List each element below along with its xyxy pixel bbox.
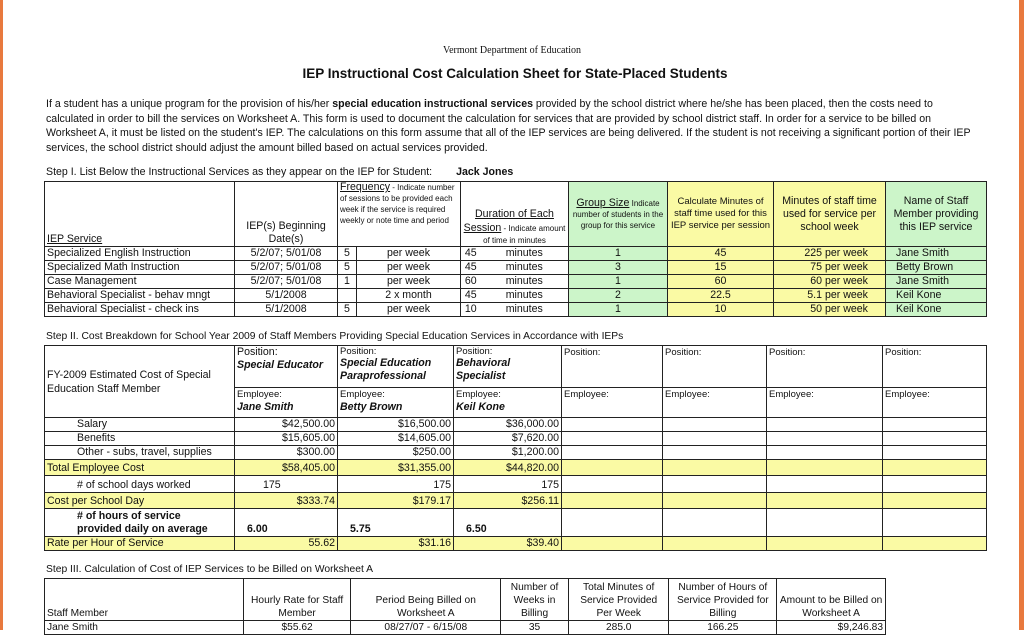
minutes-week-cell <box>774 303 886 317</box>
calc-minutes-cell: 15 <box>668 261 774 275</box>
benefits-row <box>45 432 987 446</box>
benefits-cell[interactable] <box>663 432 767 446</box>
days-cell[interactable]: 175 <box>338 476 454 493</box>
row-label: Other - subs, travel, supplies <box>45 446 235 460</box>
salary-cell[interactable]: $16,500.00 <box>338 418 454 432</box>
other-cell[interactable]: $300.00 <box>235 446 338 460</box>
employee-cell-empty[interactable]: Employee: <box>562 388 663 418</box>
hours-cell[interactable] <box>767 509 883 537</box>
minutes-week-cell <box>774 289 886 303</box>
freq-unit-cell[interactable]: per week <box>357 247 461 261</box>
minutes-week-unit: per week <box>824 303 868 315</box>
other-cell[interactable] <box>883 446 987 460</box>
row-label-line2: provided daily on average <box>77 523 208 535</box>
minutes-week-unit: per week <box>824 247 868 259</box>
duration-cell[interactable]: 60 <box>461 275 481 289</box>
position-value[interactable]: Special Education <box>340 357 432 369</box>
freq-unit-cell[interactable]: per week <box>357 275 461 289</box>
step1-label-text: Step I. List Below the Instructional Services as they appear on the IEP for Student: <box>46 166 433 178</box>
days-cell[interactable] <box>883 476 987 493</box>
other-cell[interactable]: $1,200.00 <box>454 446 562 460</box>
position-cell-empty[interactable]: Position: <box>562 346 663 388</box>
intro-bold-text: special education instructional services <box>332 98 533 110</box>
cost-day-cell <box>562 493 663 509</box>
row-label: # of school days worked <box>45 476 235 493</box>
header-minutes-week: Minutes of staff time used for service per school week <box>774 182 886 247</box>
row-label: Salary <box>45 418 235 432</box>
hours-cell[interactable]: 6.00 <box>235 509 338 537</box>
step3-header-row <box>45 579 886 621</box>
staff-name-cell[interactable]: Keil Kone <box>886 289 987 303</box>
row-label: Cost per School Day <box>45 493 235 509</box>
cost-day-cell <box>767 493 883 509</box>
table-row <box>45 303 987 317</box>
duration-unit-cell: minutes <box>481 261 569 275</box>
employee-cell <box>338 388 454 418</box>
freq-count-cell[interactable] <box>338 289 357 303</box>
total-minutes-cell: 285.0 <box>569 621 669 635</box>
calc-minutes-cell: 22.5 <box>668 289 774 303</box>
days-cell[interactable]: 175 <box>454 476 562 493</box>
position-cell-empty[interactable]: Position: <box>767 346 883 388</box>
header-amount: Amount to be Billed on Worksheet A <box>777 579 886 621</box>
days-worked-row <box>45 476 987 493</box>
minutes-week-unit: per week <box>824 275 868 287</box>
position-cell <box>338 346 454 388</box>
header-beginning-dates: IEP(s) Beginning Date(s) <box>235 182 338 247</box>
group-size-cell[interactable]: 1 <box>569 247 668 261</box>
group-title: Group Size <box>576 196 630 209</box>
table-row <box>45 261 987 275</box>
minutes-week-unit: per week <box>824 261 868 273</box>
header-iep-service: IEP Service <box>45 182 235 247</box>
step3-label: Step III. Calculation of Cost of IEP Services to be Billed on Worksheet A <box>46 564 374 575</box>
total-cell: $44,820.00 <box>454 460 562 476</box>
freq-unit-cell[interactable]: 2 x month <box>357 289 461 303</box>
minutes-week-unit: per week <box>824 289 868 301</box>
position-label: Position: <box>237 346 278 358</box>
step2-cost-table <box>44 345 987 551</box>
row-label: Benefits <box>45 432 235 446</box>
intro-text-1: If a student has a unique program for the provision of his/her <box>46 98 333 110</box>
header-duration <box>461 182 569 247</box>
employee-label: Employee: <box>340 389 385 400</box>
table-row <box>45 621 886 635</box>
table-row <box>45 247 987 261</box>
employee-value[interactable]: Jane Smith <box>237 401 294 413</box>
employee-label: Employee: <box>237 389 282 400</box>
salary-cell[interactable] <box>883 418 987 432</box>
step2-label: Step II. Cost Breakdown for School Year 2009 of Staff Members Providing Special Education Services in Accordance with IEPs <box>46 331 624 342</box>
service-cell[interactable]: Behavioral Specialist - check ins <box>45 303 235 317</box>
header-hourly-rate: Hourly Rate for Staff Member <box>243 579 351 621</box>
rate-cell: $39.40 <box>454 537 562 551</box>
rate-cell <box>562 537 663 551</box>
header-group-size <box>569 182 668 247</box>
department-name: Vermont Department of Education <box>442 45 581 56</box>
other-cell[interactable] <box>767 446 883 460</box>
duration-cell[interactable]: 10 <box>461 303 481 317</box>
intro-text-2: provided by the school district where he/she has been placed, then the costs need to calculated in order to bill the services on Worksheet A. This form is used to document the calculation for services that are provided by school district staff. In order for a service to be billed on Worksheet A, it must be listed on the student's IEP. The calculations on this form assume that all of the IEP services are being delivered. If the student is not receiving a significant portion of their IEP services, the school district should adjust the amount billed based on actual services provided. <box>46 98 971 154</box>
row-label: Total Employee Cost <box>45 460 235 476</box>
days-cell[interactable] <box>767 476 883 493</box>
rate-cell <box>767 537 883 551</box>
step3-billing-table <box>44 578 886 635</box>
minutes-week-value: 60 <box>810 275 822 287</box>
total-cell: $58,405.00 <box>235 460 338 476</box>
freq-unit-cell[interactable]: per week <box>357 303 461 317</box>
minutes-week-value: 5.1 <box>807 289 822 301</box>
frequency-note: - Indicate number of sessions to be provided each week if the service is required weekly or note time and period <box>340 183 455 225</box>
benefits-cell[interactable] <box>562 432 663 446</box>
position-cell-empty[interactable]: Position: <box>883 346 987 388</box>
salary-cell[interactable]: $36,000.00 <box>454 418 562 432</box>
staff-name-cell[interactable]: Keil Kone <box>886 303 987 317</box>
cost-per-day-row <box>45 493 987 509</box>
employee-label: Employee: <box>456 389 501 400</box>
staff-member-cell[interactable]: Jane Smith <box>45 621 244 635</box>
benefits-cell[interactable]: $7,620.00 <box>454 432 562 446</box>
salary-row <box>45 418 987 432</box>
hours-cell[interactable]: 5.75 <box>338 509 454 537</box>
table-row <box>45 289 987 303</box>
hours-cell[interactable] <box>663 509 767 537</box>
cost-day-cell <box>883 493 987 509</box>
total-cell: $31,355.00 <box>338 460 454 476</box>
cost-day-cell <box>663 493 767 509</box>
group-size-cell[interactable]: 1 <box>569 303 668 317</box>
header-staff-member: Staff Member <box>45 579 244 621</box>
employee-cell-empty[interactable]: Employee: <box>883 388 987 418</box>
service-cell[interactable]: Case Management <box>45 275 235 289</box>
dates-cell[interactable]: 5/1/2008 <box>235 303 338 317</box>
duration-title: Duration of Each Session <box>463 208 554 234</box>
position-value-line2: Paraprofessional <box>340 370 426 382</box>
position-row <box>45 346 987 388</box>
header-calc-minutes: Calculate Minutes of staff time used for this IEP service per session <box>668 182 774 247</box>
days-cell[interactable]: 175 <box>235 476 338 493</box>
minutes-week-value: 225 <box>804 247 822 259</box>
row-label: Rate per Hour of Service <box>45 537 235 551</box>
page-title: IEP Instructional Cost Calculation Sheet for State-Placed Students <box>302 66 728 81</box>
header-period: Period Being Billed on Worksheet A <box>351 579 501 621</box>
frequency-title: Frequency <box>340 181 391 193</box>
duration-cell[interactable]: 45 <box>461 247 481 261</box>
minutes-week-value: 75 <box>810 261 822 273</box>
calc-minutes-cell: 45 <box>668 247 774 261</box>
freq-count-cell[interactable]: 1 <box>338 275 357 289</box>
total-cell <box>663 460 767 476</box>
row-label <box>45 509 235 537</box>
duration-unit-cell: minutes <box>481 247 569 261</box>
intro-paragraph <box>46 97 976 155</box>
duration-unit-cell: minutes <box>481 289 569 303</box>
staff-name-cell[interactable]: Jane Smith <box>886 247 987 261</box>
cost-day-cell: $256.11 <box>454 493 562 509</box>
service-cell[interactable]: Behavioral Specialist - behav mngt <box>45 289 235 303</box>
hours-cell[interactable]: 6.50 <box>454 509 562 537</box>
service-cell[interactable]: Specialized English Instruction <box>45 247 235 261</box>
calc-minutes-cell: 60 <box>668 275 774 289</box>
duration-unit-cell: minutes <box>481 303 569 317</box>
minutes-week-cell <box>774 261 886 275</box>
staff-name-cell[interactable]: Betty Brown <box>886 261 987 275</box>
salary-cell[interactable]: $42,500.00 <box>235 418 338 432</box>
rate-per-hour-row <box>45 537 987 551</box>
right-frame-border <box>1019 0 1024 630</box>
minutes-week-cell <box>774 275 886 289</box>
period-cell[interactable]: 08/27/07 - 6/15/08 <box>351 621 501 635</box>
position-value[interactable]: Behavioral <box>456 357 511 369</box>
table-row <box>45 275 987 289</box>
amount-cell: $9,246.83 <box>777 621 886 635</box>
hours-cell[interactable] <box>562 509 663 537</box>
dates-cell[interactable]: 5/1/2008 <box>235 289 338 303</box>
header-frequency <box>338 182 461 247</box>
employee-cell <box>454 388 562 418</box>
group-size-cell[interactable]: 1 <box>569 275 668 289</box>
freq-count-cell[interactable]: 5 <box>338 247 357 261</box>
benefits-cell[interactable] <box>883 432 987 446</box>
rate-cell: $31.16 <box>338 537 454 551</box>
position-label: Position: <box>340 346 377 357</box>
days-cell[interactable] <box>663 476 767 493</box>
step1-services-table <box>44 181 987 317</box>
days-cell[interactable] <box>562 476 663 493</box>
freq-count-cell[interactable]: 5 <box>338 303 357 317</box>
position-cell <box>454 346 562 388</box>
total-cell <box>767 460 883 476</box>
dates-cell[interactable]: 5/2/07; 5/01/08 <box>235 275 338 289</box>
group-note: Indicate number of students in the group for this service <box>572 198 664 230</box>
benefits-cell[interactable]: $14,605.00 <box>338 432 454 446</box>
cost-day-cell: $179.17 <box>338 493 454 509</box>
left-frame-border <box>0 0 3 630</box>
group-size-cell[interactable]: 2 <box>569 289 668 303</box>
employee-cell <box>235 388 338 418</box>
total-cell <box>883 460 987 476</box>
hours-daily-row <box>45 509 987 537</box>
step1-label <box>46 166 513 178</box>
header-staff-name: Name of Staff Member providing this IEP service <box>886 182 987 247</box>
header-total-minutes: Total Minutes of Service Provided Per Week <box>569 579 669 621</box>
staff-cost-header: FY-2009 Estimated Cost of Special Education Staff Member <box>45 346 235 418</box>
minutes-week-cell <box>774 247 886 261</box>
cost-day-cell: $333.74 <box>235 493 338 509</box>
service-cell[interactable]: Specialized Math Instruction <box>45 261 235 275</box>
position-label: Position: <box>456 346 493 357</box>
employee-value[interactable]: Betty Brown <box>340 401 403 413</box>
rate-cell <box>883 537 987 551</box>
hours-cell: 166.25 <box>669 621 777 635</box>
employee-cell-empty[interactable]: Employee: <box>663 388 767 418</box>
calc-minutes-cell: 10 <box>668 303 774 317</box>
employee-cell-empty[interactable]: Employee: <box>767 388 883 418</box>
other-costs-row <box>45 446 987 460</box>
hours-cell[interactable] <box>883 509 987 537</box>
row-label-line1: # of hours of service <box>77 510 181 522</box>
total-cost-row <box>45 460 987 476</box>
weeks-cell[interactable]: 35 <box>501 621 569 635</box>
rate-cell: 55.62 <box>235 537 338 551</box>
dates-cell[interactable]: 5/2/07; 5/01/08 <box>235 247 338 261</box>
other-cell[interactable] <box>663 446 767 460</box>
group-size-cell[interactable]: 3 <box>569 261 668 275</box>
salary-cell[interactable] <box>767 418 883 432</box>
header-hours: Number of Hours of Service Provided for Billing <box>669 579 777 621</box>
position-cell-empty[interactable]: Position: <box>663 346 767 388</box>
duration-cell[interactable]: 45 <box>461 289 481 303</box>
position-value[interactable]: Special Educator <box>237 359 323 371</box>
duration-note: - Indicate amount of time in minutes <box>483 224 566 245</box>
step1-header-row <box>45 182 987 247</box>
other-cell[interactable]: $250.00 <box>338 446 454 460</box>
staff-name-cell[interactable]: Jane Smith <box>886 275 987 289</box>
benefits-cell[interactable] <box>767 432 883 446</box>
rate-cell <box>663 537 767 551</box>
hourly-rate-cell: $55.62 <box>243 621 351 635</box>
benefits-cell[interactable]: $15,605.00 <box>235 432 338 446</box>
header-weeks: Number of Weeks in Billing <box>501 579 569 621</box>
duration-unit-cell: minutes <box>481 275 569 289</box>
duration-cell[interactable]: 45 <box>461 261 481 275</box>
dates-cell[interactable]: 5/2/07; 5/01/08 <box>235 261 338 275</box>
employee-value[interactable]: Keil Kone <box>456 401 505 413</box>
minutes-week-value: 50 <box>810 303 822 315</box>
salary-cell[interactable] <box>562 418 663 432</box>
freq-unit-cell[interactable]: per week <box>357 261 461 275</box>
position-cell <box>235 346 338 388</box>
position-value-line2: Specialist <box>456 370 506 382</box>
salary-cell[interactable] <box>663 418 767 432</box>
other-cell[interactable] <box>562 446 663 460</box>
freq-count-cell[interactable]: 5 <box>338 261 357 275</box>
student-name: Jack Jones <box>456 166 514 178</box>
total-cell <box>562 460 663 476</box>
